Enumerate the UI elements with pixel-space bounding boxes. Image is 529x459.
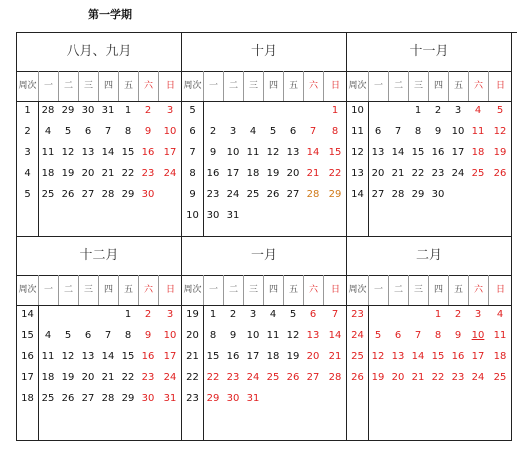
day-cell: 5	[269, 126, 277, 137]
day-cell: 4	[249, 126, 257, 137]
day-cell: 1	[209, 309, 217, 320]
day-cell: 3	[166, 309, 174, 320]
day-cell: 28	[391, 189, 405, 200]
day-cell: 9	[229, 330, 237, 341]
week-number: 12	[351, 147, 364, 158]
day-cell: 4	[474, 105, 482, 116]
day-cell: 4	[44, 330, 52, 341]
day-cell: 11	[493, 330, 507, 341]
day-cell: 1	[124, 105, 132, 116]
month-block	[182, 33, 347, 237]
day-cell: 12	[266, 147, 280, 158]
weekday-header: 一	[38, 275, 58, 305]
day-cell: 3	[229, 126, 237, 137]
day-cell: 21	[328, 351, 342, 362]
weekday-header: 五	[283, 71, 303, 101]
weekday-header: 五	[283, 275, 303, 305]
week-number: 11	[351, 126, 364, 137]
day-cell: 4	[496, 309, 504, 320]
day-cell: 6	[84, 126, 92, 137]
week-number: 10	[186, 210, 199, 221]
day-cell: 6	[394, 330, 402, 341]
day-cell: 23	[206, 189, 220, 200]
day-cell: 20	[371, 168, 385, 179]
month-block	[347, 33, 512, 237]
day-cell: 15	[328, 147, 342, 158]
day-cell: 7	[104, 330, 112, 341]
day-cell: 22	[328, 168, 342, 179]
day-cell: 8	[331, 126, 339, 137]
weekday-header: 三	[78, 275, 98, 305]
weekday-header: 四	[263, 71, 283, 101]
day-cell: 14	[411, 351, 425, 362]
month-title: 十二月	[17, 237, 181, 276]
day-cell: 7	[309, 126, 317, 137]
day-cell: 27	[306, 372, 320, 383]
day-cell: 28	[41, 105, 55, 116]
day-cell: 19	[61, 168, 75, 179]
day-cell: 7	[414, 330, 422, 341]
day-cell: 27	[81, 189, 95, 200]
week-number: 18	[21, 393, 34, 404]
day-cell: 3	[166, 105, 174, 116]
weekday-header: 五	[448, 71, 468, 101]
day-cell: 20	[81, 372, 95, 383]
day-cell: 15	[411, 147, 425, 158]
day-cell: 4	[44, 126, 52, 137]
weekday-header: 一	[38, 71, 58, 101]
day-cell: 8	[124, 330, 132, 341]
month-title: 一月	[182, 237, 346, 276]
month-title: 十月	[182, 33, 346, 72]
day-cell: 26	[61, 189, 75, 200]
day-cell: 12	[286, 330, 300, 341]
day-cell: 31	[101, 105, 115, 116]
day-cell: 10	[246, 330, 260, 341]
day-cell: 30	[206, 210, 220, 221]
day-cell: 18	[41, 372, 55, 383]
weekday-header: 六	[138, 71, 158, 101]
weekday-header: 二	[58, 275, 78, 305]
day-cell: 10	[163, 330, 177, 341]
day-cell: 2	[434, 105, 442, 116]
week-number-header: 周次	[183, 285, 202, 295]
day-cell: 29	[61, 105, 75, 116]
day-cell: 11	[266, 330, 280, 341]
day-cell: 10	[226, 147, 240, 158]
week-number: 5	[189, 105, 196, 116]
week-number: 3	[24, 147, 31, 158]
day-cell: 10	[163, 126, 177, 137]
day-cell: 24	[163, 372, 177, 383]
day-cell: 21	[306, 168, 320, 179]
day-cell: 19	[371, 372, 385, 383]
day-cell: 25	[41, 189, 55, 200]
week-number: 1	[24, 105, 31, 116]
weekday-header: 四	[98, 71, 118, 101]
day-cell: 9	[434, 126, 442, 137]
day-cell: 14	[101, 351, 115, 362]
week-number: 9	[189, 189, 196, 200]
weekday-header: 六	[468, 71, 488, 101]
weekday-header: 二	[388, 71, 408, 101]
day-cell: 29	[206, 393, 220, 404]
day-cell: 26	[266, 189, 280, 200]
day-cell: 8	[209, 330, 217, 341]
day-cell: 29	[328, 189, 342, 200]
day-cell: 21	[101, 372, 115, 383]
month-block	[347, 237, 512, 441]
weekday-header: 一	[203, 71, 223, 101]
day-cell: 23	[431, 168, 445, 179]
day-cell: 12	[493, 126, 507, 137]
day-cell: 17	[246, 351, 260, 362]
day-cell: 19	[286, 351, 300, 362]
day-cell: 14	[306, 147, 320, 158]
day-cell: 21	[101, 168, 115, 179]
week-number: 4	[24, 168, 31, 179]
weekday-header-row	[182, 275, 346, 306]
day-cell: 20	[306, 351, 320, 362]
day-cell: 5	[496, 105, 504, 116]
day-cell: 19	[266, 168, 280, 179]
day-cell: 25	[471, 168, 485, 179]
day-cell: 22	[121, 372, 135, 383]
day-cell: 18	[493, 351, 507, 362]
week-number: 16	[21, 351, 34, 362]
week-number: 22	[186, 372, 199, 383]
day-cell: 17	[451, 147, 465, 158]
day-cell: 30	[141, 189, 155, 200]
day-cell: 1	[124, 309, 132, 320]
day-cell: 14	[391, 147, 405, 158]
day-cell: 24	[471, 372, 485, 383]
week-number: 7	[189, 147, 196, 158]
week-number: 23	[351, 309, 364, 320]
day-cell: 1	[331, 105, 339, 116]
day-cell: 28	[101, 189, 115, 200]
day-cell: 23	[141, 372, 155, 383]
day-cell: 17	[471, 351, 485, 362]
day-cell: 27	[286, 189, 300, 200]
day-cell: 29	[121, 393, 135, 404]
day-cell: 19	[493, 147, 507, 158]
day-cell: 22	[431, 372, 445, 383]
weekday-header: 一	[368, 275, 388, 305]
week-number: 17	[21, 372, 34, 383]
day-cell: 26	[61, 393, 75, 404]
day-cell: 12	[61, 147, 75, 158]
day-cell: 20	[286, 168, 300, 179]
day-cell: 24	[226, 189, 240, 200]
day-cell: 6	[374, 126, 382, 137]
day-cell: 8	[414, 126, 422, 137]
weekday-header: 五	[118, 275, 138, 305]
weekday-header: 二	[388, 275, 408, 305]
day-cell: 16	[451, 351, 465, 362]
day-cell: 27	[81, 393, 95, 404]
weekday-header: 五	[118, 71, 138, 101]
weekday-header: 日	[323, 71, 347, 101]
day-cell: 13	[371, 147, 385, 158]
day-cell: 17	[163, 147, 177, 158]
weekday-header: 一	[368, 71, 388, 101]
day-cell: 8	[124, 126, 132, 137]
day-cell: 5	[64, 330, 72, 341]
week-number: 21	[186, 351, 199, 362]
day-cell: 23	[226, 372, 240, 383]
week-number-header: 周次	[18, 285, 37, 295]
day-cell: 11	[246, 147, 260, 158]
weekday-header: 日	[158, 71, 182, 101]
day-cell: 16	[206, 168, 220, 179]
day-cell: 18	[41, 168, 55, 179]
day-cell: 30	[431, 189, 445, 200]
day-cell: 16	[141, 351, 155, 362]
day-cell: 26	[286, 372, 300, 383]
month-block	[17, 33, 182, 237]
day-cell: 28	[306, 189, 320, 200]
day-cell: 13	[81, 147, 95, 158]
day-cell: 30	[141, 393, 155, 404]
week-number: 6	[189, 126, 196, 137]
week-number: 26	[351, 372, 364, 383]
weekday-header: 三	[408, 275, 428, 305]
weekday-header: 三	[78, 71, 98, 101]
day-cell: 30	[226, 393, 240, 404]
day-cell: 12	[61, 351, 75, 362]
day-cell: 7	[104, 126, 112, 137]
week-number: 14	[351, 189, 364, 200]
day-cell: 2	[229, 309, 237, 320]
day-cell: 24	[451, 168, 465, 179]
weekday-header: 四	[428, 71, 448, 101]
day-cell: 25	[41, 393, 55, 404]
weekday-header: 三	[408, 71, 428, 101]
day-cell: 12	[371, 351, 385, 362]
day-cell: 2	[144, 105, 152, 116]
day-cell: 10	[471, 330, 485, 341]
day-cell: 18	[246, 168, 260, 179]
weekday-header: 五	[448, 275, 468, 305]
day-cell: 24	[163, 168, 177, 179]
day-cell: 21	[391, 168, 405, 179]
day-cell: 10	[451, 126, 465, 137]
day-cell: 1	[434, 309, 442, 320]
weekday-header: 日	[488, 275, 512, 305]
day-cell: 28	[328, 372, 342, 383]
weekday-header: 日	[323, 275, 347, 305]
day-cell: 18	[266, 351, 280, 362]
day-cell: 25	[266, 372, 280, 383]
day-cell: 31	[163, 393, 177, 404]
day-cell: 17	[226, 168, 240, 179]
weekday-header: 三	[243, 71, 263, 101]
week-number: 19	[186, 309, 199, 320]
weekday-header: 四	[98, 275, 118, 305]
day-cell: 7	[394, 126, 402, 137]
month-block	[182, 237, 347, 441]
day-cell: 15	[431, 351, 445, 362]
day-cell: 31	[226, 210, 240, 221]
day-cell: 4	[269, 309, 277, 320]
day-cell: 5	[64, 126, 72, 137]
day-cell: 2	[454, 309, 462, 320]
weekday-header-row	[347, 275, 511, 306]
day-cell: 8	[434, 330, 442, 341]
day-cell: 3	[474, 309, 482, 320]
week-number: 13	[351, 168, 364, 179]
weekday-header: 四	[263, 275, 283, 305]
day-cell: 9	[144, 126, 152, 137]
weekday-header: 四	[428, 275, 448, 305]
day-cell: 17	[163, 351, 177, 362]
weekday-header-row	[182, 71, 346, 102]
day-cell: 11	[41, 351, 55, 362]
day-cell: 5	[374, 330, 382, 341]
weekday-header: 六	[468, 275, 488, 305]
weekday-header: 三	[243, 275, 263, 305]
day-cell: 14	[328, 330, 342, 341]
day-cell: 22	[411, 168, 425, 179]
day-cell: 20	[81, 168, 95, 179]
week-number: 15	[21, 330, 34, 341]
week-number: 20	[186, 330, 199, 341]
week-number: 23	[186, 393, 199, 404]
day-cell: 25	[493, 372, 507, 383]
day-cell: 23	[141, 168, 155, 179]
day-cell: 1	[414, 105, 422, 116]
day-cell: 24	[246, 372, 260, 383]
week-number-header: 周次	[348, 285, 367, 295]
day-cell: 9	[144, 330, 152, 341]
week-number: 14	[21, 309, 34, 320]
month-block	[17, 237, 182, 441]
day-cell: 3	[249, 309, 257, 320]
day-cell: 18	[471, 147, 485, 158]
day-cell: 13	[81, 351, 95, 362]
weekday-header-row	[17, 275, 181, 306]
day-cell: 6	[289, 126, 297, 137]
day-cell: 15	[121, 147, 135, 158]
day-cell: 20	[391, 372, 405, 383]
day-cell: 7	[331, 309, 339, 320]
week-number: 24	[351, 330, 364, 341]
day-cell: 14	[101, 147, 115, 158]
day-cell: 11	[41, 147, 55, 158]
day-cell: 13	[391, 351, 405, 362]
month-title: 十一月	[347, 33, 511, 72]
weekday-header: 二	[223, 71, 243, 101]
weekday-header: 二	[58, 71, 78, 101]
day-cell: 16	[141, 147, 155, 158]
day-cell: 9	[209, 147, 217, 158]
day-cell: 31	[246, 393, 260, 404]
week-number-header: 周次	[183, 81, 202, 91]
day-cell: 13	[306, 330, 320, 341]
day-cell: 22	[206, 372, 220, 383]
day-cell: 26	[493, 168, 507, 179]
day-cell: 13	[286, 147, 300, 158]
month-title: 八月、九月	[17, 33, 181, 72]
week-number-header: 周次	[18, 81, 37, 91]
day-cell: 23	[451, 372, 465, 383]
day-cell: 29	[121, 189, 135, 200]
day-cell: 3	[454, 105, 462, 116]
day-cell: 5	[289, 309, 297, 320]
weekday-header: 六	[138, 275, 158, 305]
month-title: 二月	[347, 237, 511, 276]
week-number: 2	[24, 126, 31, 137]
day-cell: 21	[411, 372, 425, 383]
day-cell: 16	[226, 351, 240, 362]
weekday-header-row	[347, 71, 511, 102]
week-number: 5	[24, 189, 31, 200]
weekday-header: 一	[203, 275, 223, 305]
day-cell: 19	[61, 372, 75, 383]
week-number: 25	[351, 351, 364, 362]
semester-title: 第一学期	[88, 8, 132, 21]
day-cell: 15	[121, 351, 135, 362]
day-cell: 28	[101, 393, 115, 404]
weekday-header-row	[17, 71, 181, 102]
day-cell: 2	[144, 309, 152, 320]
day-cell: 16	[431, 147, 445, 158]
day-cell: 9	[454, 330, 462, 341]
day-cell: 15	[206, 351, 220, 362]
calendar-grid	[16, 32, 517, 441]
weekday-header: 六	[303, 275, 323, 305]
day-cell: 6	[84, 330, 92, 341]
day-cell: 29	[411, 189, 425, 200]
day-cell: 11	[471, 126, 485, 137]
day-cell: 22	[121, 168, 135, 179]
week-number: 8	[189, 168, 196, 179]
day-cell: 6	[309, 309, 317, 320]
day-cell: 25	[246, 189, 260, 200]
day-cell: 2	[209, 126, 217, 137]
week-number-header: 周次	[348, 81, 367, 91]
weekday-header: 日	[488, 71, 512, 101]
day-cell: 27	[371, 189, 385, 200]
week-number: 10	[351, 105, 364, 116]
weekday-header: 六	[303, 71, 323, 101]
day-cell: 30	[81, 105, 95, 116]
weekday-header: 二	[223, 275, 243, 305]
weekday-header: 日	[158, 275, 182, 305]
